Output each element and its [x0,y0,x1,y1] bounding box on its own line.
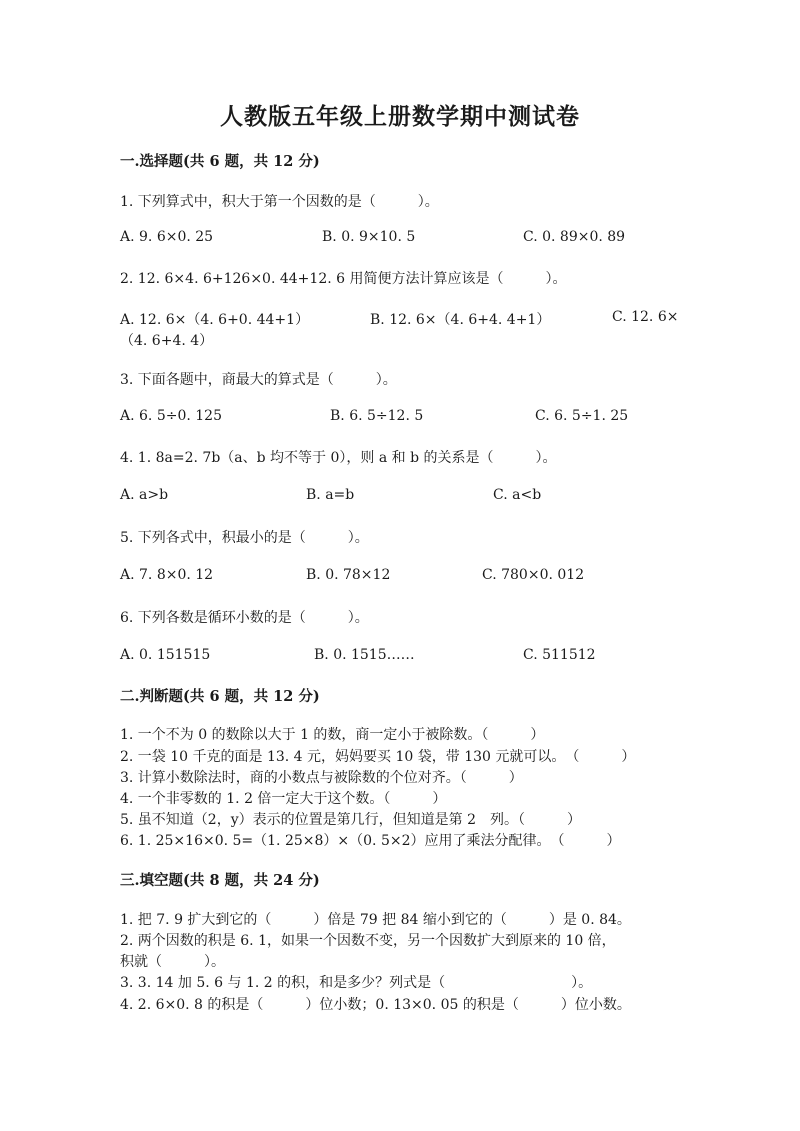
fill-item-continued: 积就（ ）。 [120,954,225,970]
judge-item: 4. 一个非零数的 1. 2 倍一定大于这个数。（ ） [120,791,447,807]
option-b: B. 12. 6×（4. 6+4. 4+1） [370,312,551,328]
judge-item: 3. 计算小数除法时，商的小数点与被除数的个位对齐。（ ） [120,770,523,786]
fill-item: 2. 两个因数的积是 6. 1，如果一个因数不变，另一个因数扩大到原来的 10 倍， [120,933,616,949]
option-c: C. 6. 5÷1. 25 [535,408,629,424]
question-text: 6. 下列各数是循环小数的是（ ）。 [120,610,369,626]
section-heading-fill: 三.填空题(共 8 题，共 24 分) [120,872,320,889]
judge-item: 6. 1. 25×16×0. 5=（1. 25×8）×（0. 5×2）应用了乘法分配律。 （ ） [120,833,621,849]
fill-item: 3. 3. 14 加 5. 6 与 1. 2 的积，和是多少？列式是（ ）。 [120,975,593,991]
option-a: A. 7. 8×0. 12 [120,567,214,583]
option-a: A. 9. 6×0. 25 [120,229,214,245]
question-text: 1. 下列算式中，积大于第一个因数的是（ ）。 [120,194,439,210]
question-text: 4. 1. 8a=2. 7b（a、b 均不等于 0），则 a 和 b 的关系是（ ）。 [120,450,557,466]
judge-item: 2. 一袋 10 千克的面是 13. 4 元，妈妈要买 10 袋，带 130 元就可以。 （ ） [120,749,636,765]
judge-item: 5. 虽不知道（2，y）表示的位置是第几行，但知道是第 2 列。（ ） [120,812,581,828]
option-b: B. 0. 1515…… [314,647,415,663]
judge-item: 1. 一个不为 0 的数除以大于 1 的数，商一定小于被除数。（ ） [120,727,545,743]
question-text: 2. 12. 6×4. 6+126×0. 44+12. 6 用简便方法计算应该是（ ）。 [120,271,567,287]
question-text: 5. 下列各式中，积最小的是（ ）。 [120,530,369,546]
option-a: A. a>b [120,487,169,503]
fill-item: 1. 把 7. 9 扩大到它的（ ）倍是 79 把 84 缩小到它的（ ）是 0. 84。 [120,912,631,928]
option-b: B. 6. 5÷12. 5 [330,408,424,424]
question-text: 3. 下面各题中，商最大的算式是（ ）。 [120,372,397,388]
option-c: C. 12. 6× [612,309,679,325]
option-b: B. 0. 9×10. 5 [322,229,416,245]
section-heading-judge: 二.判断题(共 6 题，共 12 分) [120,688,320,705]
option-c: C. 780×0. 012 [482,567,585,583]
option-c: C. 0. 89×0. 89 [523,229,626,245]
option-a: A. 6. 5÷0. 125 [120,408,222,424]
page-title: 人教版五年级上册数学期中测试卷 [220,103,580,130]
option-c: C. 511512 [523,647,596,663]
section-heading-choice: 一.选择题(共 6 题，共 12 分) [120,153,320,170]
option-a: A. 0. 151515 [120,647,211,663]
option-c: C. a<b [493,487,542,503]
option-b: B. a=b [306,487,355,503]
fill-item: 4. 2. 6×0. 8 的积是（ ）位小数；0. 13×0. 05 的积是（ ）位小数。 [120,997,631,1013]
option-a: A. 12. 6×（4. 6+0. 44+1） [120,312,310,328]
option-b: B. 0. 78×12 [306,567,391,583]
option-c-continued: （4. 6+4. 4） [120,333,214,349]
